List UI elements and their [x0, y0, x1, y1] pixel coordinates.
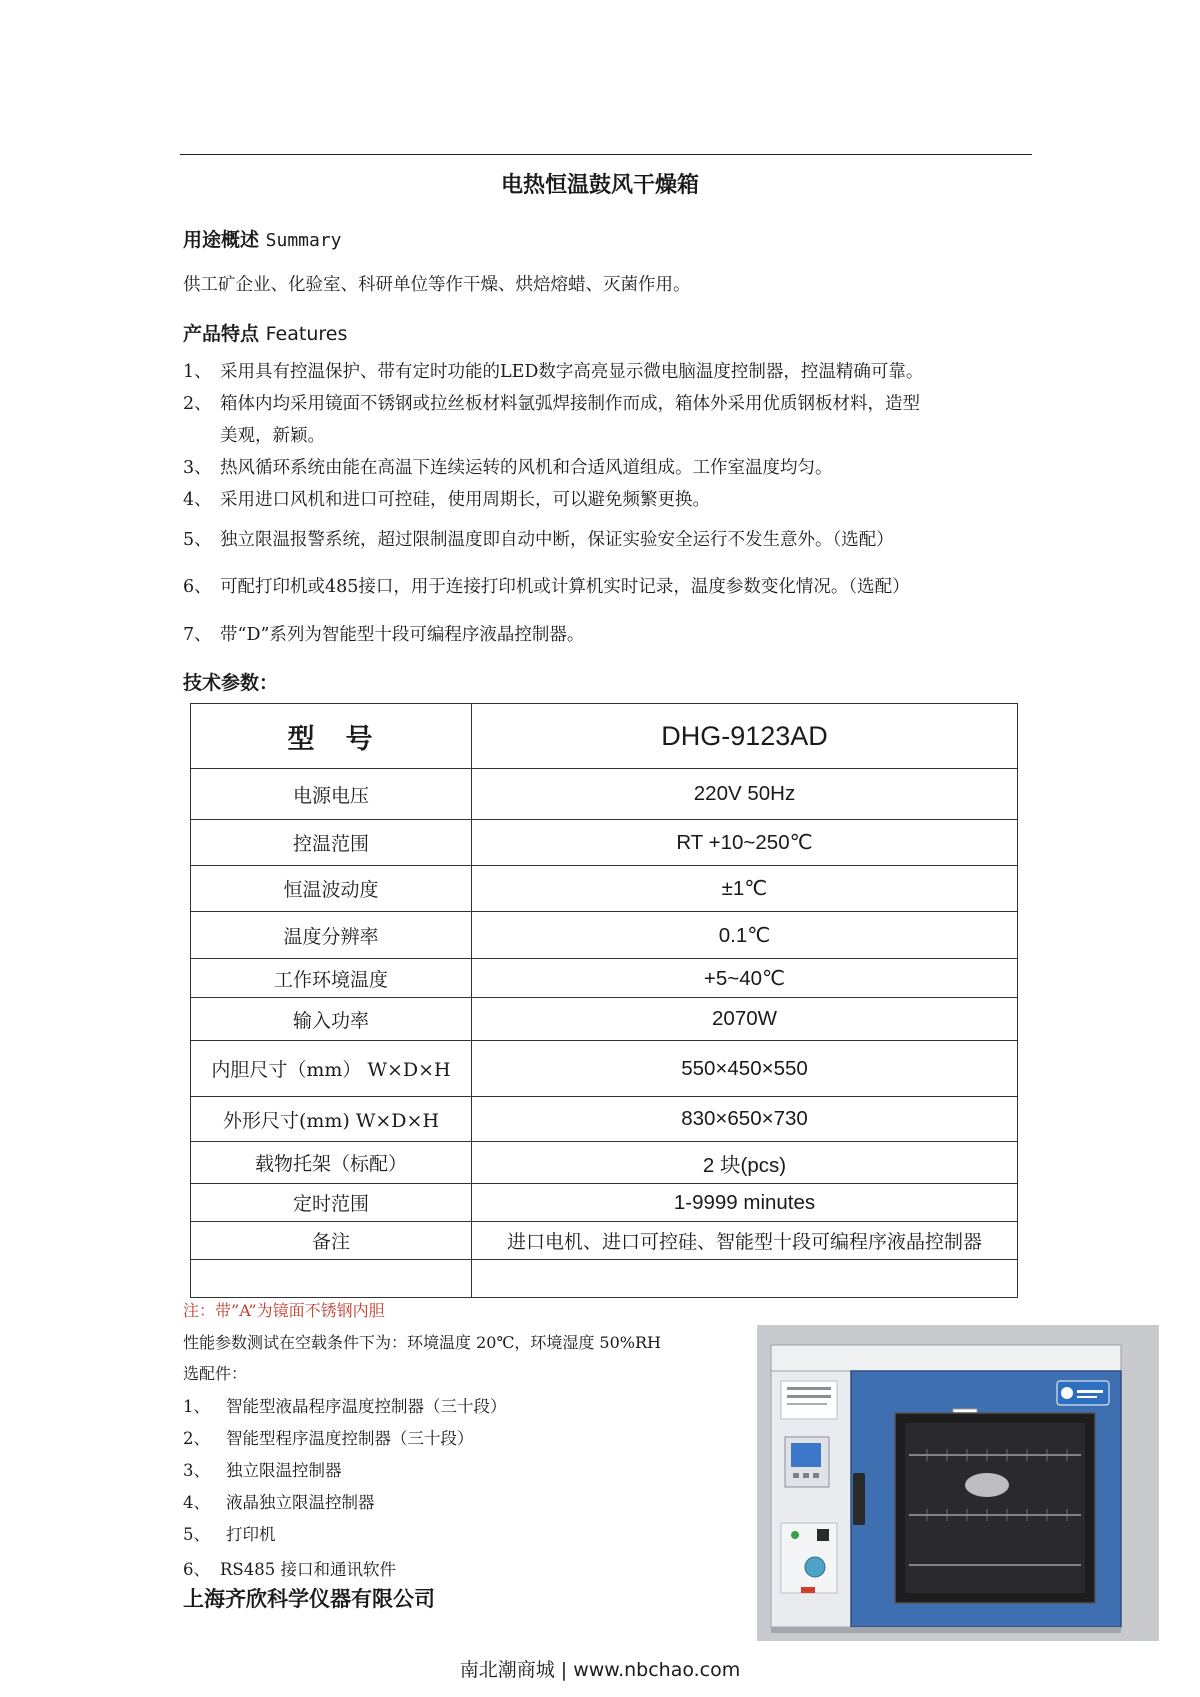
feature-number: 3、 [183, 458, 212, 478]
option-text: 独立限温控制器 [226, 1461, 342, 1480]
option-item [183, 1489, 375, 1513]
spec-key: 温度分辨率 [191, 912, 472, 959]
features-heading-cn: 产品特点 [183, 323, 260, 345]
note-prefix: 注： [183, 1301, 216, 1320]
spec-value: ±1℃ [472, 866, 1018, 912]
spec-value: +5~40℃ [472, 959, 1018, 998]
table-row [191, 866, 1018, 912]
feature-number: 2、 [183, 394, 212, 414]
option-text: 打印机 [226, 1525, 276, 1544]
spec-key [191, 1260, 472, 1298]
summary-heading-cn: 用途概述 [183, 229, 260, 251]
option-item [183, 1425, 474, 1449]
fan-knob [805, 1557, 825, 1577]
option-item [183, 1521, 276, 1545]
fuse-holder [801, 1587, 815, 1593]
feature-text: 独立限温报警系统，超过限制温度即自动中断，保证实验安全运行不发生意外。（选配） [220, 530, 894, 550]
option-item [183, 1393, 507, 1417]
table-row [191, 704, 1018, 769]
spec-key: 输入功率 [191, 998, 472, 1041]
top-rule [180, 154, 1032, 155]
spec-key: 电源电压 [191, 769, 472, 820]
option-number: 3、 [183, 1461, 210, 1480]
features-heading-en: Features [265, 323, 348, 345]
spec-value: DHG-9123AD [472, 704, 1018, 769]
feature-text: 采用进口风机和进口可控硅，使用周期长，可以避免频繁更换。 [220, 490, 710, 510]
window-glass [905, 1423, 1085, 1593]
option-number: 5、 [183, 1525, 210, 1544]
feature-item [183, 571, 1033, 603]
table-row [191, 1260, 1018, 1298]
spec-value: RT +10~250℃ [472, 820, 1018, 866]
summary-heading-en: Summary [265, 230, 342, 251]
option-number: 4、 [183, 1493, 210, 1512]
feature-text: 热风循环系统由能在高温下连续运转的风机和合适风道组成。工作室温度均匀。 [220, 458, 833, 478]
option-text: 智能型程序温度控制器（三十段） [226, 1429, 474, 1448]
cabinet-top [771, 1345, 1121, 1371]
document-title: 电热恒温鼓风干燥箱 [500, 173, 699, 198]
option-number: 6、 [183, 1560, 210, 1579]
test-condition: 性能参数测试在空载条件下为：环境温度 20℃，环境湿度 50%RH [183, 1333, 661, 1352]
spec-key: 内胆尺寸（mm） W×D×H [191, 1041, 472, 1097]
spec-key: 外形尺寸(mm) W×D×H [191, 1097, 472, 1142]
feature-item [183, 524, 1033, 556]
table-row [191, 769, 1018, 820]
spec-value: 1-9999 minutes [472, 1184, 1018, 1222]
note-text: 带”A”为镜面不锈钢内胆 [215, 1301, 385, 1320]
summary-heading [183, 225, 342, 252]
feature-item [183, 356, 1033, 388]
spec-table [190, 703, 1018, 1298]
table-row [191, 998, 1018, 1041]
interior-reflection [965, 1473, 1009, 1497]
spec-value: 进口电机、进口可控硅、智能型十段可编程序液晶控制器 [472, 1222, 1018, 1260]
spec-key: 载物托架（标配） [191, 1142, 472, 1184]
table-row [191, 1222, 1018, 1260]
note [183, 1298, 385, 1321]
product-photo [757, 1325, 1159, 1641]
spec-value: 220V 50Hz [472, 769, 1018, 820]
controller-display [791, 1443, 821, 1467]
feature-number: 4、 [183, 490, 212, 510]
spec-key: 备注 [191, 1222, 472, 1260]
option-text: RS485 接口和通讯软件 [220, 1560, 396, 1579]
door-handle [853, 1473, 865, 1525]
spec-value: 0.1℃ [472, 912, 1018, 959]
table-row [191, 1041, 1018, 1097]
feature-item [183, 388, 1033, 452]
option-text: 液晶独立限温控制器 [226, 1493, 375, 1512]
option-text: 智能型液晶程序温度控制器（三十段） [226, 1397, 507, 1416]
feature-text: 采用具有控温保护、带有定时功能的LED数字高亮显示微电脑温度控制器，控温精确可靠。 [220, 362, 924, 382]
table-row [191, 1142, 1018, 1184]
spec-key: 定时范围 [191, 1184, 472, 1222]
options-heading: 选配件： [183, 1364, 248, 1383]
feature-text: 带“D”系列为智能型十段可编程序液晶控制器。 [220, 625, 585, 645]
feature-item [183, 452, 1033, 484]
table-row [191, 1097, 1018, 1142]
spec-value: 830×650×730 [472, 1097, 1018, 1142]
option-number: 1、 [183, 1397, 210, 1416]
option-item [183, 1556, 396, 1580]
power-indicator [791, 1531, 799, 1539]
summary-text: 供工矿企业、化验室、科研单位等作干燥、烘焙熔蜡、灭菌作用。 [183, 275, 691, 295]
feature-number: 1、 [183, 362, 212, 382]
feature-item [183, 619, 1033, 651]
company-name: 上海齐欣科学仪器有限公司 [183, 1587, 435, 1611]
name-plate [781, 1381, 837, 1419]
feature-number: 6、 [183, 577, 212, 597]
spec-value: 2 块(pcs) [472, 1142, 1018, 1184]
feature-text-continuation: 美观，新颖。 [220, 426, 325, 446]
features-heading [183, 319, 347, 346]
spec-key: 型 号 [191, 704, 472, 769]
feature-text: 可配打印机或485接口，用于连接打印机或计算机实时记录，温度参数变化情况。（选配） [220, 577, 910, 597]
table-row [191, 820, 1018, 866]
specs-heading: 技术参数： [183, 672, 279, 694]
spec-key: 工作环境温度 [191, 959, 472, 998]
feature-number: 7、 [183, 625, 212, 645]
feature-item [183, 484, 1033, 516]
footer-source: 南北潮商城 | www.nbchao.com [459, 1659, 741, 1681]
table-row [191, 959, 1018, 998]
feature-text: 箱体内均采用镜面不锈钢或拉丝板材料氩弧焊接制作而成，箱体外采用优质钢板材料，造型 [220, 394, 920, 414]
spec-key: 恒温波动度 [191, 866, 472, 912]
option-number: 2、 [183, 1429, 210, 1448]
power-switch [817, 1529, 829, 1541]
spec-value: 2070W [472, 998, 1018, 1041]
table-row [191, 1184, 1018, 1222]
spec-value: 550×450×550 [472, 1041, 1018, 1097]
spec-value [472, 1260, 1018, 1298]
option-item [183, 1457, 342, 1481]
feature-number: 5、 [183, 530, 212, 550]
spec-key: 控温范围 [191, 820, 472, 866]
table-row [191, 912, 1018, 959]
